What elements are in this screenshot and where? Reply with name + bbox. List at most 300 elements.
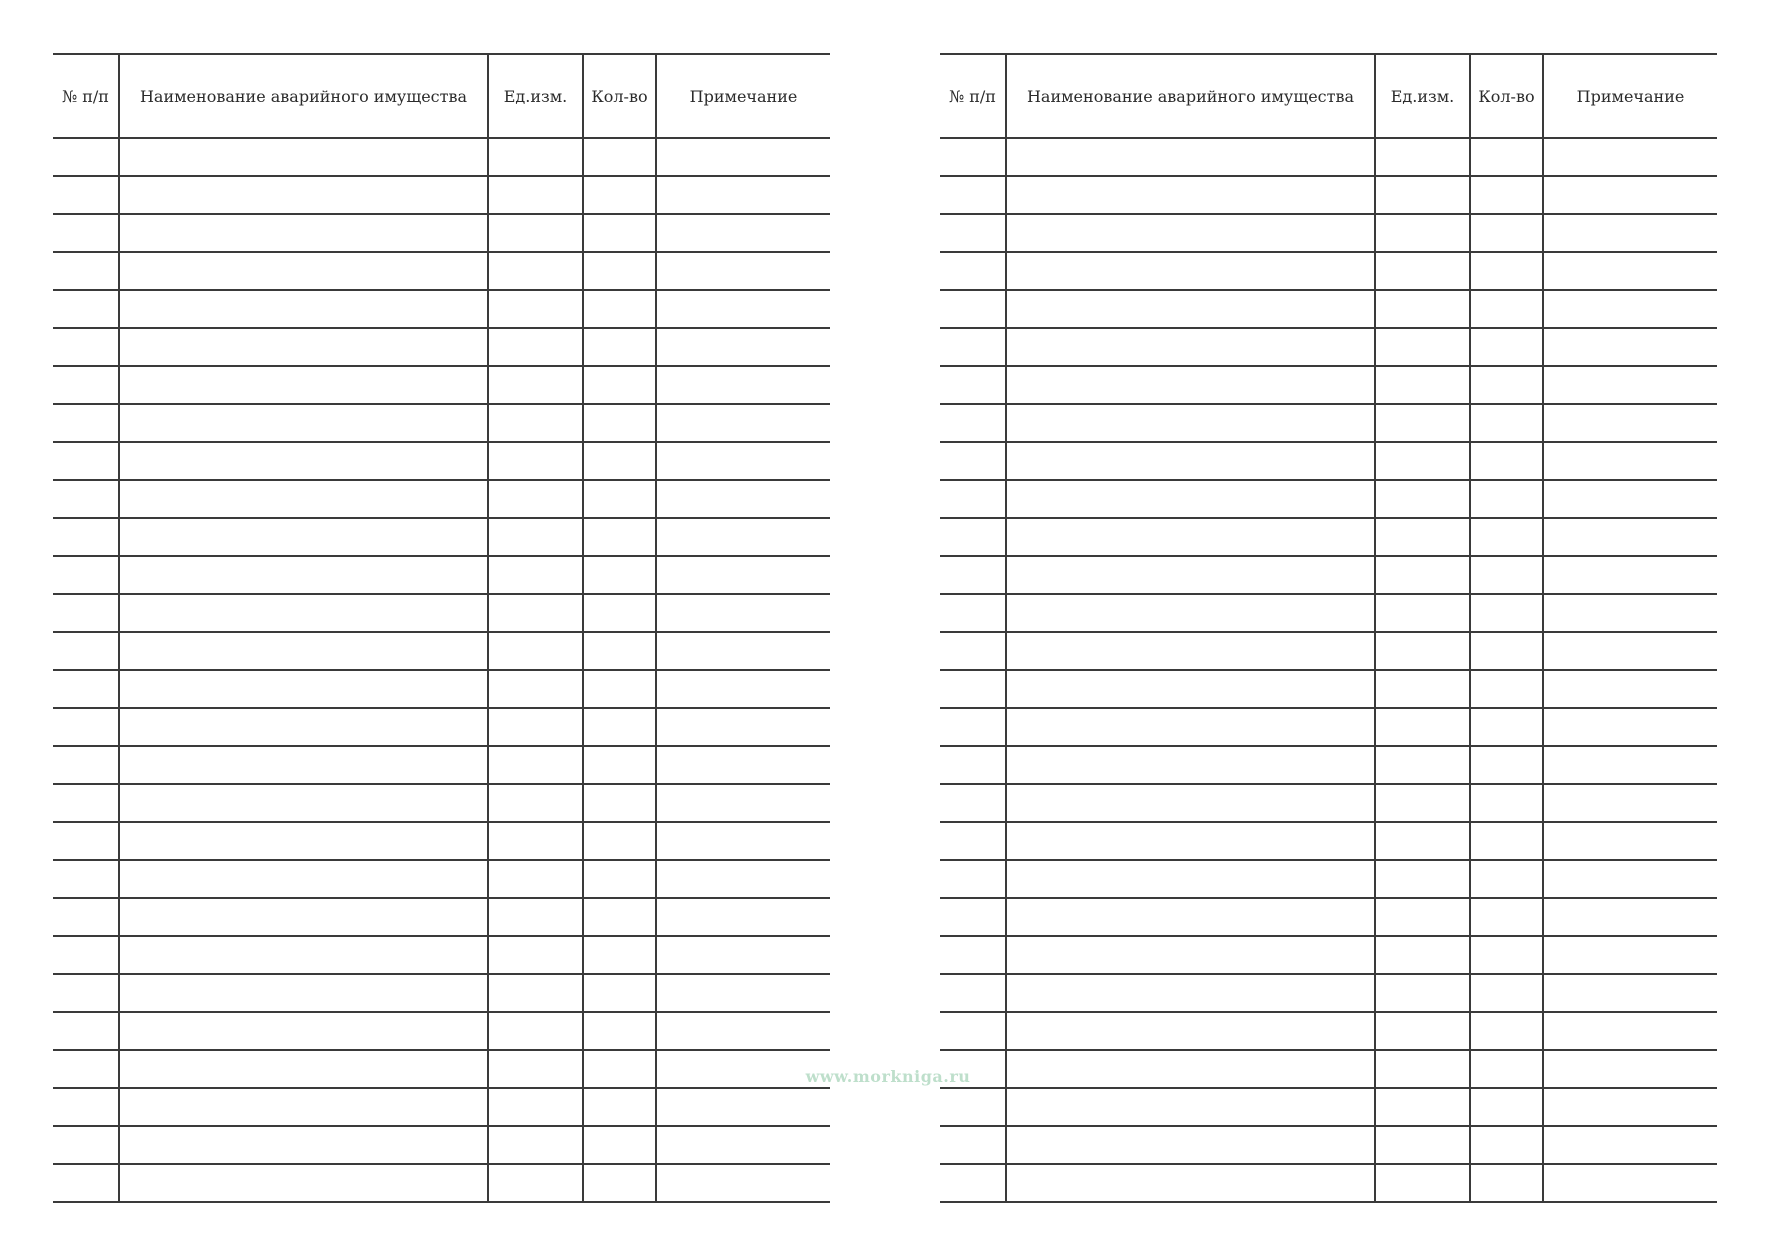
cell-quantity[interactable] [1470,860,1543,898]
cell-note[interactable] [656,442,830,480]
cell-number[interactable] [53,594,119,632]
cell-quantity[interactable] [583,784,656,822]
cell-unit[interactable] [1375,632,1470,670]
cell-number[interactable] [53,746,119,784]
cell-note[interactable] [656,898,830,936]
cell-number[interactable] [53,480,119,518]
cell-number[interactable] [53,898,119,936]
cell-quantity[interactable] [583,974,656,1012]
cell-number[interactable] [940,328,1006,366]
cell-number[interactable] [940,518,1006,556]
cell-number[interactable] [53,556,119,594]
cell-note[interactable] [1543,518,1717,556]
cell-note[interactable] [1543,1050,1717,1088]
cell-note[interactable] [656,632,830,670]
cell-note[interactable] [1543,442,1717,480]
cell-unit[interactable] [1375,138,1470,176]
cell-quantity[interactable] [1470,936,1543,974]
cell-number[interactable] [940,1164,1006,1202]
cell-note[interactable] [656,860,830,898]
table-row [940,518,1717,556]
cell-item-name[interactable] [119,822,488,860]
cell-quantity[interactable] [1470,176,1543,214]
cell-number[interactable] [940,480,1006,518]
cell-quantity[interactable] [583,1088,656,1126]
cell-quantity[interactable] [583,176,656,214]
cell-number[interactable] [53,860,119,898]
cell-number[interactable] [940,290,1006,328]
cell-quantity[interactable] [1470,366,1543,404]
table-row [940,252,1717,290]
cell-quantity[interactable] [583,898,656,936]
cell-item-name[interactable] [119,936,488,974]
cell-item-name[interactable] [119,214,488,252]
cell-unit[interactable] [1375,746,1470,784]
cell-unit[interactable] [1375,1126,1470,1164]
cell-note[interactable] [1543,670,1717,708]
cell-item-name[interactable] [1006,176,1375,214]
cell-number[interactable] [940,784,1006,822]
cell-note[interactable] [1543,1012,1717,1050]
cell-item-name[interactable] [119,898,488,936]
cell-number[interactable] [53,1126,119,1164]
table-row [53,214,830,252]
cell-quantity[interactable] [583,518,656,556]
cell-number[interactable] [940,594,1006,632]
cell-number[interactable] [940,898,1006,936]
cell-quantity[interactable] [1470,1012,1543,1050]
cell-unit[interactable] [1375,1088,1470,1126]
cell-item-name[interactable] [119,1012,488,1050]
cell-note[interactable] [656,556,830,594]
cell-note[interactable] [656,1088,830,1126]
cell-unit[interactable] [1375,480,1470,518]
cell-unit[interactable] [488,1050,583,1088]
cell-quantity[interactable] [583,936,656,974]
cell-item-name[interactable] [119,138,488,176]
cell-number[interactable] [53,214,119,252]
cell-item-name[interactable] [1006,670,1375,708]
cell-unit[interactable] [488,290,583,328]
cell-unit[interactable] [1375,784,1470,822]
cell-number[interactable] [940,214,1006,252]
cell-item-name[interactable] [119,290,488,328]
cell-quantity[interactable] [1470,480,1543,518]
table-row [53,632,830,670]
cell-unit[interactable] [488,632,583,670]
cell-item-name[interactable] [119,1164,488,1202]
cell-item-name[interactable] [1006,746,1375,784]
cell-number[interactable] [53,328,119,366]
cell-note[interactable] [656,252,830,290]
cell-unit[interactable] [488,366,583,404]
table-row [53,670,830,708]
table-row [53,822,830,860]
cell-quantity[interactable] [1470,1050,1543,1088]
cell-unit[interactable] [1375,176,1470,214]
cell-number[interactable] [940,366,1006,404]
cell-unit[interactable] [488,1088,583,1126]
cell-unit[interactable] [1375,252,1470,290]
table-row [53,860,830,898]
cell-item-name[interactable] [1006,1126,1375,1164]
cell-number[interactable] [940,708,1006,746]
cell-note[interactable] [656,784,830,822]
cell-item-name[interactable] [1006,860,1375,898]
watermark-text: www.morkniga.ru [805,1067,971,1086]
cell-number[interactable] [53,784,119,822]
cell-note[interactable] [656,936,830,974]
cell-number[interactable] [53,290,119,328]
cell-unit[interactable] [488,898,583,936]
cell-unit[interactable] [488,480,583,518]
cell-quantity[interactable] [1470,328,1543,366]
cell-unit[interactable] [1375,1164,1470,1202]
cell-number[interactable] [940,404,1006,442]
cell-unit[interactable] [1375,898,1470,936]
cell-note[interactable] [656,480,830,518]
cell-item-name[interactable] [1006,1088,1375,1126]
cell-note[interactable] [656,1126,830,1164]
cell-unit[interactable] [1375,974,1470,1012]
cell-number[interactable] [940,1088,1006,1126]
cell-item-name[interactable] [119,708,488,746]
cell-item-name[interactable] [119,632,488,670]
cell-unit[interactable] [488,746,583,784]
cell-note[interactable] [656,1012,830,1050]
cell-quantity[interactable] [583,1012,656,1050]
cell-unit[interactable] [1375,442,1470,480]
cell-unit[interactable] [488,252,583,290]
cell-unit[interactable] [1375,936,1470,974]
cell-quantity[interactable] [583,290,656,328]
cell-unit[interactable] [1375,518,1470,556]
cell-note[interactable] [656,176,830,214]
cell-note[interactable] [1543,860,1717,898]
cell-note[interactable] [1543,214,1717,252]
cell-note[interactable] [1543,974,1717,1012]
cell-number[interactable] [940,860,1006,898]
cell-item-name[interactable] [119,1050,488,1088]
cell-note[interactable] [1543,822,1717,860]
cell-unit[interactable] [488,708,583,746]
cell-unit[interactable] [488,1164,583,1202]
cell-quantity[interactable] [1470,1164,1543,1202]
cell-unit[interactable] [488,404,583,442]
cell-quantity[interactable] [1470,594,1543,632]
cell-note[interactable] [1543,366,1717,404]
cell-quantity[interactable] [583,822,656,860]
cell-unit[interactable] [1375,1050,1470,1088]
cell-unit[interactable] [488,822,583,860]
cell-unit[interactable] [1375,822,1470,860]
cell-note[interactable] [1543,556,1717,594]
cell-unit[interactable] [1375,860,1470,898]
cell-item-name[interactable] [119,480,488,518]
cell-number[interactable] [53,670,119,708]
table-row [53,252,830,290]
cell-unit[interactable] [488,936,583,974]
cell-note[interactable] [1543,594,1717,632]
column-header-item-name: Наименование аварийного имущества [1006,54,1375,138]
cell-item-name[interactable] [1006,784,1375,822]
cell-quantity[interactable] [1470,822,1543,860]
cell-note[interactable] [1543,784,1717,822]
cell-item-name[interactable] [119,746,488,784]
table-row [53,1164,830,1202]
cell-number[interactable] [940,746,1006,784]
cell-item-name[interactable] [119,1126,488,1164]
cell-number[interactable] [940,1126,1006,1164]
cell-quantity[interactable] [1470,708,1543,746]
cell-quantity[interactable] [583,1164,656,1202]
cell-unit[interactable] [488,1126,583,1164]
cell-item-name[interactable] [119,556,488,594]
cell-number[interactable] [53,252,119,290]
cell-note[interactable] [656,328,830,366]
table-row [940,214,1717,252]
cell-item-name[interactable] [119,594,488,632]
cell-quantity[interactable] [1470,442,1543,480]
cell-quantity[interactable] [1470,290,1543,328]
cell-quantity[interactable] [1470,1088,1543,1126]
cell-number[interactable] [53,1050,119,1088]
cell-quantity[interactable] [1470,556,1543,594]
cell-note[interactable] [1543,290,1717,328]
cell-quantity[interactable] [1470,632,1543,670]
cell-note[interactable] [656,214,830,252]
cell-note[interactable] [656,708,830,746]
cell-quantity[interactable] [1470,404,1543,442]
cell-unit[interactable] [1375,594,1470,632]
cell-item-name[interactable] [1006,404,1375,442]
cell-note[interactable] [656,594,830,632]
cell-number[interactable] [940,632,1006,670]
cell-number[interactable] [53,442,119,480]
cell-item-name[interactable] [119,1088,488,1126]
cell-number[interactable] [53,1088,119,1126]
cell-quantity[interactable] [1470,974,1543,1012]
cell-note[interactable] [1543,746,1717,784]
cell-unit[interactable] [1375,404,1470,442]
cell-unit[interactable] [488,176,583,214]
cell-item-name[interactable] [1006,518,1375,556]
cell-item-name[interactable] [119,252,488,290]
cell-quantity[interactable] [583,138,656,176]
cell-item-name[interactable] [1006,480,1375,518]
cell-quantity[interactable] [583,1050,656,1088]
cell-note[interactable] [1543,936,1717,974]
cell-number[interactable] [940,670,1006,708]
cell-item-name[interactable] [119,328,488,366]
cell-unit[interactable] [488,784,583,822]
cell-quantity[interactable] [1470,252,1543,290]
cell-item-name[interactable] [1006,898,1375,936]
cell-quantity[interactable] [583,708,656,746]
cell-unit[interactable] [1375,708,1470,746]
cell-quantity[interactable] [1470,138,1543,176]
cell-quantity[interactable] [583,366,656,404]
cell-quantity[interactable] [1470,214,1543,252]
cell-unit[interactable] [488,214,583,252]
table-row [940,1012,1717,1050]
cell-quantity[interactable] [1470,670,1543,708]
cell-item-name[interactable] [1006,442,1375,480]
cell-note[interactable] [1543,1088,1717,1126]
cell-unit[interactable] [488,442,583,480]
cell-item-name[interactable] [1006,632,1375,670]
cell-note[interactable] [1543,138,1717,176]
cell-note[interactable] [1543,1126,1717,1164]
cell-unit[interactable] [1375,556,1470,594]
cell-item-name[interactable] [1006,328,1375,366]
table-row [53,1126,830,1164]
cell-item-name[interactable] [119,670,488,708]
table-body [940,138,1717,1202]
cell-quantity[interactable] [1470,518,1543,556]
cell-number[interactable] [940,176,1006,214]
cell-number[interactable] [940,936,1006,974]
cell-number[interactable] [53,708,119,746]
cell-number[interactable] [53,518,119,556]
cell-number[interactable] [53,404,119,442]
cell-unit[interactable] [488,974,583,1012]
table-row [940,670,1717,708]
cell-item-name[interactable] [1006,290,1375,328]
cell-quantity[interactable] [583,594,656,632]
cell-item-name[interactable] [1006,252,1375,290]
cell-unit[interactable] [1375,214,1470,252]
cell-unit[interactable] [488,518,583,556]
cell-item-name[interactable] [1006,974,1375,1012]
cell-unit[interactable] [1375,1012,1470,1050]
cell-item-name[interactable] [119,366,488,404]
cell-unit[interactable] [488,860,583,898]
cell-item-name[interactable] [1006,1164,1375,1202]
cell-note[interactable] [1543,898,1717,936]
cell-quantity[interactable] [1470,898,1543,936]
cell-unit[interactable] [488,594,583,632]
cell-unit[interactable] [488,556,583,594]
cell-quantity[interactable] [1470,746,1543,784]
cell-note[interactable] [1543,480,1717,518]
cell-item-name[interactable] [119,176,488,214]
table-row [940,556,1717,594]
cell-number[interactable] [53,138,119,176]
cell-quantity[interactable] [583,252,656,290]
cell-item-name[interactable] [1006,1050,1375,1088]
cell-item-name[interactable] [1006,1012,1375,1050]
cell-quantity[interactable] [583,404,656,442]
table-row [940,822,1717,860]
cell-item-name[interactable] [1006,556,1375,594]
cell-number[interactable] [940,556,1006,594]
cell-note[interactable] [656,746,830,784]
cell-note[interactable] [1543,252,1717,290]
cell-number[interactable] [940,974,1006,1012]
cell-quantity[interactable] [1470,1126,1543,1164]
cell-quantity[interactable] [583,746,656,784]
cell-number[interactable] [53,974,119,1012]
cell-note[interactable] [1543,176,1717,214]
cell-item-name[interactable] [119,974,488,1012]
cell-item-name[interactable] [119,442,488,480]
cell-item-name[interactable] [1006,822,1375,860]
cell-note[interactable] [1543,708,1717,746]
cell-item-name[interactable] [1006,594,1375,632]
cell-unit[interactable] [1375,366,1470,404]
table-row [940,138,1717,176]
cell-number[interactable] [53,632,119,670]
cell-item-name[interactable] [1006,708,1375,746]
cell-quantity[interactable] [583,556,656,594]
cell-item-name[interactable] [1006,214,1375,252]
cell-unit[interactable] [1375,670,1470,708]
cell-quantity[interactable] [1470,784,1543,822]
cell-note[interactable] [656,138,830,176]
cell-unit[interactable] [488,138,583,176]
table-row [940,860,1717,898]
cell-number[interactable] [53,822,119,860]
column-header-unit: Ед.изм. [488,54,583,138]
cell-item-name[interactable] [119,784,488,822]
cell-quantity[interactable] [583,480,656,518]
cell-quantity[interactable] [583,328,656,366]
cell-number[interactable] [940,252,1006,290]
cell-number[interactable] [940,1012,1006,1050]
cell-item-name[interactable] [119,518,488,556]
column-header-number: № п/п [940,54,1006,138]
cell-note[interactable] [656,1164,830,1202]
cell-note[interactable] [1543,632,1717,670]
cell-number[interactable] [53,936,119,974]
cell-item-name[interactable] [1006,936,1375,974]
cell-unit[interactable] [488,328,583,366]
cell-item-name[interactable] [119,860,488,898]
cell-note[interactable] [656,822,830,860]
cell-number[interactable] [940,442,1006,480]
cell-quantity[interactable] [583,860,656,898]
cell-unit[interactable] [488,670,583,708]
cell-number[interactable] [53,1012,119,1050]
cell-note[interactable] [656,670,830,708]
cell-quantity[interactable] [583,214,656,252]
cell-unit[interactable] [1375,328,1470,366]
cell-number[interactable] [940,822,1006,860]
cell-note[interactable] [656,404,830,442]
cell-note[interactable] [1543,1164,1717,1202]
cell-quantity[interactable] [583,442,656,480]
cell-unit[interactable] [1375,290,1470,328]
cell-note[interactable] [656,290,830,328]
cell-note[interactable] [656,366,830,404]
cell-number[interactable] [53,366,119,404]
cell-item-name[interactable] [1006,366,1375,404]
cell-number[interactable] [53,1164,119,1202]
cell-unit[interactable] [488,1012,583,1050]
cell-number[interactable] [940,138,1006,176]
cell-note[interactable] [1543,404,1717,442]
cell-quantity[interactable] [583,632,656,670]
cell-note[interactable] [1543,328,1717,366]
cell-note[interactable] [656,518,830,556]
cell-item-name[interactable] [1006,138,1375,176]
cell-quantity[interactable] [583,1126,656,1164]
cell-quantity[interactable] [583,670,656,708]
cell-item-name[interactable] [119,404,488,442]
cell-number[interactable] [53,176,119,214]
cell-note[interactable] [656,974,830,1012]
